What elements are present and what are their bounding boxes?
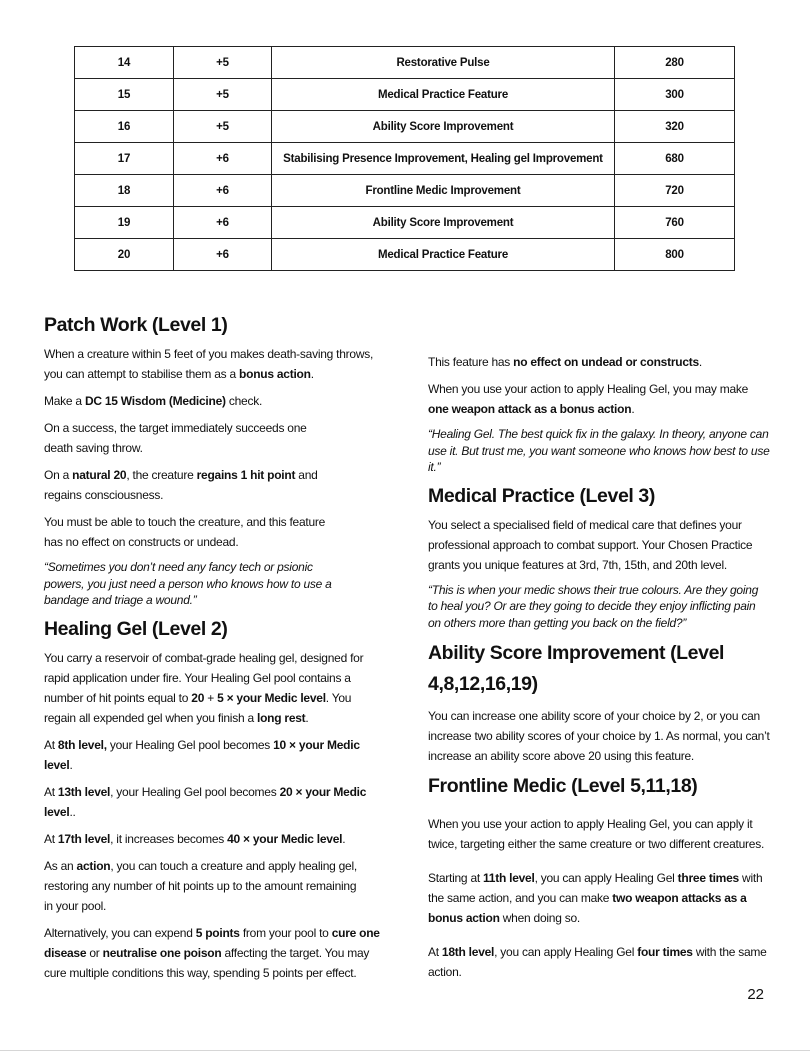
bold-run: no effect on undead or constructs — [513, 355, 699, 369]
frontline-medic-paragraph — [428, 868, 770, 928]
bold-run: cure one disease — [44, 926, 380, 961]
frontline-medic-paragraph: When you use your action to apply Healing Gel, you can apply it twice, targeting either the same creature or two different creatures. — [428, 816, 765, 851]
bold-run: 5 points — [195, 926, 240, 941]
bold-run: 20 — [191, 691, 205, 706]
healing-gel-paragraph — [44, 856, 362, 916]
bonus-cell: +6 — [174, 239, 272, 271]
healing-gel-paragraph — [44, 829, 386, 849]
text-run: You carry a reservoir of combat-grade healing gel, designed for rapid application under fire. Your Healing Gel pool contains a number of hit points equal to — [44, 651, 364, 706]
bold-run: 11th level — [483, 870, 535, 885]
text-run: At — [428, 944, 442, 959]
xp-cell: 760 — [615, 207, 735, 239]
text-run: , the creature — [126, 468, 197, 483]
text-run: with the same action, and you can make — [428, 870, 763, 905]
asi-heading: Ability Score Improvement (Level 4,8,12,16,19) — [428, 642, 725, 696]
level-cell: 14 — [75, 47, 174, 79]
feature-cell: Frontline Medic Improvement — [272, 175, 615, 207]
bold-run: long rest — [257, 711, 306, 726]
feature-cell: Ability Score Improvement — [272, 207, 615, 239]
patch-work-paragraph: On a success, the target immediately succeeds one death saving throw. — [44, 421, 307, 456]
text-run: . — [631, 402, 635, 416]
medical-practice-paragraph: You select a specialised field of medical care that defines your professional approach to combat support. Your Chosen Practice grants you unique features at 3rd, 7th, 15th, and 20th level. — [428, 517, 753, 572]
table-row — [75, 207, 735, 239]
bold-run: 17th level — [57, 832, 111, 847]
bold-run: natural 20 — [72, 468, 127, 483]
xp-cell: 680 — [615, 143, 735, 175]
healing-gel-paragraph — [44, 648, 386, 728]
text-run: from your pool to — [239, 926, 332, 941]
text-run: + — [204, 691, 218, 706]
healing-gel-continued-paragraph — [428, 352, 770, 372]
text-run: Make a — [44, 394, 85, 409]
table-row — [75, 79, 735, 111]
bold-run: 5 × your Medic level — [217, 691, 326, 706]
feature-cell: Restorative Pulse — [272, 47, 615, 79]
feature-cell: Medical Practice Feature — [272, 79, 615, 111]
text-run: , it increases becomes — [110, 832, 228, 847]
table-row — [75, 239, 735, 271]
text-run: At — [44, 832, 58, 847]
xp-cell: 300 — [615, 79, 735, 111]
feature-cell: Ability Score Improvement — [272, 111, 615, 143]
level-cell: 20 — [75, 239, 174, 271]
patch-work-paragraph — [44, 344, 386, 384]
text-run: , you can apply Healing Gel — [534, 870, 678, 885]
xp-cell: 320 — [615, 111, 735, 143]
bonus-cell: +6 — [174, 175, 272, 207]
text-run: your Healing Gel pool becomes — [106, 738, 274, 753]
text-run: When you use your action to apply Healing Gel, you may make — [428, 382, 749, 396]
bold-run: 18th level — [441, 944, 495, 959]
bonus-cell: +5 — [174, 47, 272, 79]
medical-practice-quote: “This is when your medic shows their true colours. Are they going to heal you? Or are they going to decide they enjoy inflicting pain on others more than getting you back on the field?” — [428, 582, 759, 630]
patch-work-paragraph — [44, 391, 386, 411]
table-row — [75, 175, 735, 207]
text-run: or — [86, 946, 103, 961]
level-cell: 19 — [75, 207, 174, 239]
bold-run: neutralise one poison — [102, 946, 222, 961]
healing-gel-quote: “Healing Gel. The best quick fix in the galaxy. In theory, anyone can use it. But trust me, you want someone who knows how best to use it.” — [428, 427, 770, 474]
bold-run: 8th level, — [57, 738, 107, 753]
bold-run: four times — [637, 944, 693, 959]
right-column — [428, 352, 770, 989]
text-run: . — [342, 832, 346, 847]
table-row — [75, 111, 735, 143]
text-run: . — [698, 355, 702, 369]
bold-run: 20 × your Medic level — [44, 785, 367, 820]
left-column — [44, 312, 386, 990]
text-run: At — [44, 738, 58, 753]
level-cell: 15 — [75, 79, 174, 111]
bold-run: three times — [677, 870, 739, 885]
text-run: . — [310, 367, 314, 382]
healing-gel-paragraph — [44, 735, 386, 775]
frontline-medic-heading: Frontline Medic (Level 5,11,18) — [428, 775, 698, 798]
text-run: As an — [44, 859, 77, 874]
table-row — [75, 47, 735, 79]
page-divider — [0, 1050, 810, 1051]
patch-work-paragraph — [44, 465, 334, 505]
text-run: At — [44, 785, 58, 800]
xp-cell: 800 — [615, 239, 735, 271]
text-run: when doing so. — [499, 910, 580, 925]
bold-run: bonus action — [239, 367, 311, 382]
text-run: .. — [69, 805, 76, 820]
text-run: affecting the target. You may cure multiple conditions this way, spending 5 points per effect. — [44, 946, 370, 981]
text-run: , you can touch a creature and apply healing gel, restoring any number of hit points up to the amount remaining in your pool. — [44, 859, 357, 914]
table-row — [75, 143, 735, 175]
medical-practice-heading: Medical Practice (Level 3) — [428, 484, 655, 507]
healing-gel-heading: Healing Gel (Level 2) — [44, 617, 228, 640]
text-run: This feature has — [428, 355, 514, 369]
text-run: , you can apply Healing Gel — [494, 944, 638, 959]
text-run: with the same action. — [428, 944, 767, 979]
bold-run: DC 15 Wisdom (Medicine) — [84, 394, 226, 409]
bold-run: 40 × your Medic level — [227, 832, 343, 847]
xp-cell: 280 — [615, 47, 735, 79]
text-run: . — [305, 711, 309, 726]
bonus-cell: +6 — [174, 207, 272, 239]
bold-run: 10 × your Medic level — [44, 738, 360, 773]
text-run: . — [69, 758, 73, 773]
level-cell: 17 — [75, 143, 174, 175]
patch-work-quote: “Sometimes you don’t need any fancy tech or psionic powers, you just need a person who knows how to use a bandage and triage a wound.” — [44, 560, 332, 608]
bonus-cell: +5 — [174, 79, 272, 111]
bold-run: one weapon attack as a bonus action — [428, 402, 632, 416]
healing-gel-paragraph — [44, 782, 386, 822]
bold-run: action — [76, 859, 111, 874]
healing-gel-continued-paragraph — [428, 379, 770, 419]
patch-work-paragraph: You must be able to touch the creature, and this feature has no effect on constructs or undead. — [44, 515, 326, 550]
bold-run: two weapon attacks as a bonus action — [428, 890, 747, 925]
text-run: Alternatively, you can expend — [44, 926, 196, 941]
bonus-cell: +6 — [174, 143, 272, 175]
feature-cell: Medical Practice Feature — [272, 239, 615, 271]
text-run: Starting at — [428, 870, 484, 885]
level-progression-table — [74, 46, 735, 271]
frontline-medic-paragraph — [428, 942, 770, 982]
healing-gel-paragraph — [44, 923, 386, 983]
bold-run: regains 1 hit point — [196, 468, 296, 483]
xp-cell: 720 — [615, 175, 735, 207]
text-run: When a creature within 5 feet of you makes death-saving throws, you can attempt to stabilise them as a — [44, 347, 374, 382]
feature-cell: Stabilising Presence Improvement, Healing gel Improvement — [272, 143, 615, 175]
text-run: check. — [225, 394, 263, 409]
text-run: . You regain all expended gel when you finish a — [44, 691, 352, 726]
text-run: , your Healing Gel pool becomes — [110, 785, 280, 800]
level-cell: 18 — [75, 175, 174, 207]
patch-work-heading: Patch Work (Level 1) — [44, 314, 228, 336]
level-cell: 16 — [75, 111, 174, 143]
asi-paragraph: You can increase one ability score of your choice by 2, or you can increase two ability scores of your choice by 1. As normal, you can’t increase an ability score above 20 using this feature. — [428, 709, 770, 764]
text-run: On a — [44, 468, 73, 483]
page-number: 22 — [747, 986, 764, 1003]
bonus-cell: +5 — [174, 111, 272, 143]
bold-run: 13th level — [57, 785, 111, 800]
text-run: and regains consciousness. — [44, 468, 318, 503]
